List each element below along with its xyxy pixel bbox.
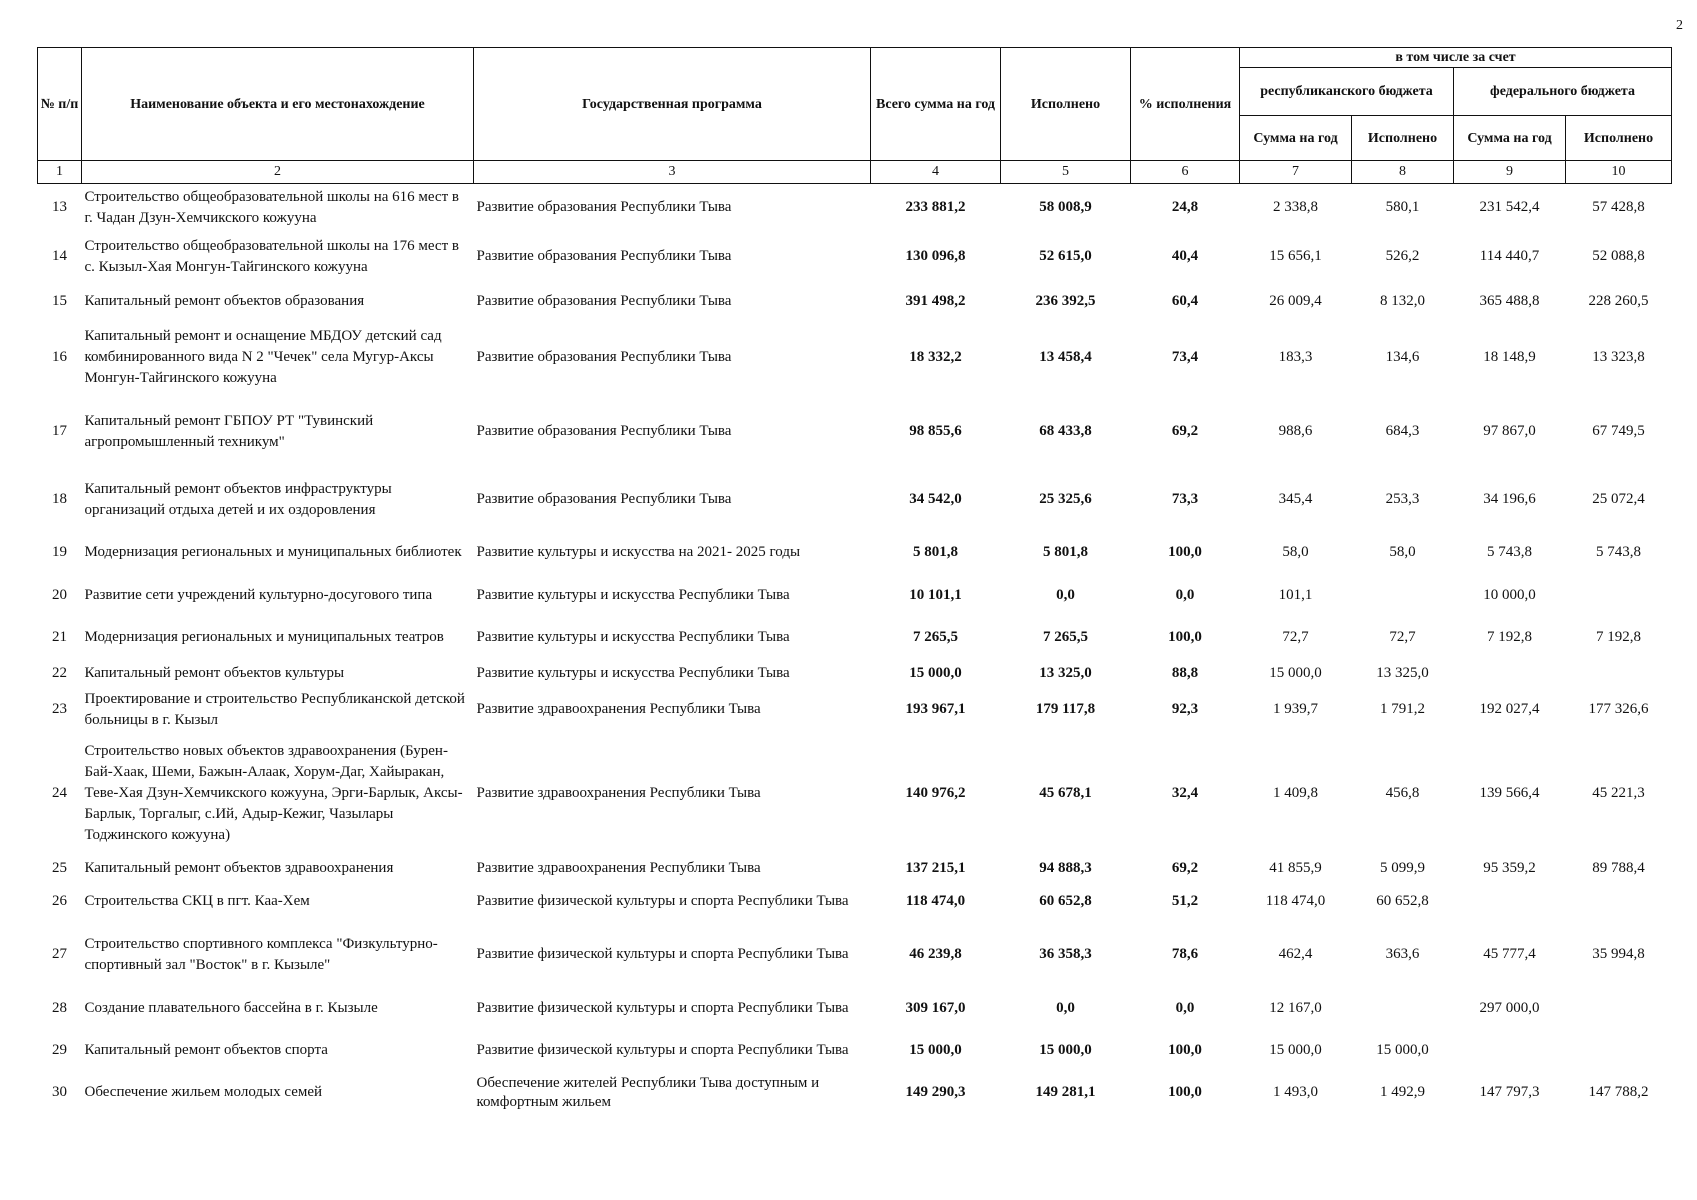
executed-sum: 94 888,3 [1039,860,1092,876]
republic-executed: 253,3 [1385,491,1420,507]
state-program: Развитие культуры и искусства Республики Тыва [476,587,790,603]
federal-executed: 25 072,4 [1592,491,1645,507]
table-row [38,882,1672,922]
header-done: Исполнено [1001,48,1131,161]
header-no: № п/п [38,48,82,161]
federal-executed: 228 260,5 [1588,293,1649,309]
object-name: Капитальный ремонт и оснащение МБДОУ детский сад комбинированного вида N 2 "Чечек" села Мугур-Аксы Монгун-Тайгинского кожууна [84,328,442,386]
federal-sum: 10 000,0 [1483,587,1536,603]
republic-sum: 72,7 [1282,629,1309,645]
total-sum: 46 239,8 [909,946,962,962]
republic-executed [1352,988,1454,1030]
federal-sum [1454,1030,1566,1072]
state-program: Развитие культуры и искусства Республики Тыва [476,665,790,681]
federal-sum [1454,660,1566,688]
state-program: Развитие образования Республики Тыва [476,248,732,264]
executed-sum: 7 265,5 [1043,629,1088,645]
execution-percent: 60,4 [1171,293,1199,309]
column-number: 3 [474,161,871,184]
federal-sum: 147 797,3 [1479,1084,1540,1100]
total-sum: 15 000,0 [909,665,962,681]
row-number: 29 [52,1042,67,1058]
total-sum: 309 167,0 [905,1000,966,1016]
table-body [38,184,1672,1114]
total-sum: 10 101,1 [909,587,962,603]
execution-percent: 100,0 [1168,544,1202,560]
row-number: 17 [52,423,67,439]
executed-sum: 36 358,3 [1039,946,1092,962]
row-number: 20 [52,587,67,603]
column-number: 4 [871,161,1001,184]
federal-executed: 13 323,8 [1592,349,1645,365]
republic-sum: 118 474,0 [1265,893,1326,909]
header-republic-executed: Исполнено [1352,116,1454,161]
republic-sum: 15 000,0 [1269,1042,1322,1058]
executed-sum: 13 458,4 [1039,349,1092,365]
federal-sum: 114 440,7 [1479,248,1540,264]
state-program: Развитие образования Республики Тыва [476,293,732,309]
execution-percent: 100,0 [1168,1042,1202,1058]
republic-executed: 5 099,9 [1380,860,1425,876]
executed-sum: 68 433,8 [1039,423,1092,439]
header-including: в том числе за счет [1240,48,1672,68]
executed-sum: 179 117,8 [1035,701,1096,717]
table-row [38,232,1672,282]
object-name: Обеспечение жильем молодых семей [84,1084,323,1100]
row-number: 30 [52,1084,67,1100]
executed-sum: 60 652,8 [1039,893,1092,909]
column-number: 6 [1131,161,1240,184]
execution-percent: 78,6 [1171,946,1199,962]
state-program: Развитие физической культуры и спорта Республики Тыва [476,1042,849,1058]
republic-sum: 12 167,0 [1269,1000,1322,1016]
federal-sum: 297 000,0 [1479,1000,1540,1016]
row-number: 28 [52,1000,67,1016]
table-row [38,394,1672,470]
column-number: 1 [38,161,82,184]
column-number-row [38,161,1672,184]
total-sum: 18 332,2 [909,349,962,365]
table-row [38,1072,1672,1114]
row-number: 14 [52,248,67,264]
federal-executed [1566,576,1672,616]
federal-sum: 365 488,8 [1479,293,1540,309]
republic-sum: 101,1 [1278,587,1313,603]
state-program: Развитие здравоохранения Республики Тыва [476,860,761,876]
object-name: Модернизация региональных и муниципальных библиотек [84,544,462,560]
executed-sum: 5 801,8 [1043,544,1088,560]
federal-executed: 67 749,5 [1592,423,1645,439]
row-number: 21 [52,629,67,645]
republic-executed: 60 652,8 [1376,893,1429,909]
republic-executed [1352,576,1454,616]
execution-percent: 73,3 [1171,491,1199,507]
total-sum: 130 096,8 [905,248,966,264]
header-federal-sum: Сумма на год [1454,116,1566,161]
republic-sum: 1 493,0 [1273,1084,1318,1100]
republic-sum: 462,4 [1278,946,1313,962]
object-name: Капитальный ремонт ГБПОУ РТ "Тувинский агропромышленный техникум" [84,412,374,450]
row-number: 23 [52,701,67,717]
state-program: Развитие физической культуры и спорта Республики Тыва [476,1000,849,1016]
federal-sum: 231 542,4 [1479,199,1540,216]
table-row [38,576,1672,616]
execution-percent: 0,0 [1175,587,1195,603]
execution-percent: 69,2 [1171,860,1199,876]
federal-executed [1566,988,1672,1030]
total-sum: 149 290,3 [905,1084,966,1100]
execution-percent: 24,8 [1171,199,1199,216]
execution-percent: 32,4 [1171,785,1199,801]
budget-table [37,47,1672,1114]
state-program: Развитие образования Республики Тыва [476,491,732,507]
republic-sum: 1 409,8 [1273,785,1318,801]
republic-executed: 1 791,2 [1380,701,1425,717]
total-sum: 193 967,1 [905,701,966,717]
republic-sum: 345,4 [1278,491,1313,507]
table-row [38,856,1672,882]
executed-sum: 13 325,0 [1039,665,1092,681]
federal-executed: 45 221,3 [1592,785,1645,801]
executed-sum: 15 000,0 [1039,1042,1092,1058]
column-number: 10 [1566,161,1672,184]
republic-executed: 580,1 [1385,199,1420,216]
column-number: 9 [1454,161,1566,184]
state-program: Развитие образования Республики Тыва [476,199,732,216]
federal-sum [1454,882,1566,922]
row-number: 19 [52,544,67,560]
state-program: Обеспечение жителей Республики Тыва доступным и комфортным жильем [476,1074,820,1110]
republic-executed: 58,0 [1389,544,1416,560]
state-program: Развитие культуры и искусства Республики Тыва [476,629,790,645]
federal-executed [1566,882,1672,922]
table-row [38,184,1672,232]
object-name: Проектирование и строительство Республиканской детской больницы в г. Кызыл [84,690,465,728]
table-row [38,322,1672,394]
executed-sum: 58 008,9 [1039,199,1092,216]
table-row [38,282,1672,322]
federal-executed: 5 743,8 [1596,544,1641,560]
executed-sum: 149 281,1 [1035,1084,1096,1100]
federal-executed: 35 994,8 [1592,946,1645,962]
page-number: 2 [1676,18,1683,33]
column-number: 7 [1240,161,1352,184]
republic-sum: 1 939,7 [1273,701,1318,717]
row-number: 22 [52,665,67,681]
total-sum: 15 000,0 [909,1042,962,1058]
total-sum: 391 498,2 [905,293,966,309]
federal-sum: 192 027,4 [1479,701,1540,717]
republic-sum: 58,0 [1282,544,1309,560]
federal-sum: 45 777,4 [1483,946,1536,962]
republic-executed: 8 132,0 [1380,293,1425,309]
total-sum: 7 265,5 [913,629,958,645]
object-name: Строительство общеобразовательной школы на 176 мест в с. Кызыл-Хая Монгун-Тайгинского кожууна [84,237,459,275]
table-row [38,470,1672,530]
column-number: 2 [82,161,474,184]
republic-executed: 456,8 [1385,785,1420,801]
total-sum: 233 881,2 [905,199,966,216]
state-program: Развитие физической культуры и спорта Республики Тыва [476,893,849,909]
total-sum: 140 976,2 [905,785,966,801]
federal-executed: 89 788,4 [1592,860,1645,876]
execution-percent: 51,2 [1171,893,1199,909]
row-number: 16 [52,349,67,365]
object-name: Строительство новых объектов здравоохранения (Бурен-Бай-Хаак, Шеми, Бажын-Алаак, Хорум-Даг, Хайыракан, Теве-Хая Дзун-Хемчикского кожууна, Эрги-Барлык, Аксы-Барлык, Торгалыг, с.Ий, Адыр-Кежиг, Чазылары Тоджинского кожууна) [84,743,463,843]
total-sum: 34 542,0 [909,491,962,507]
executed-sum: 0,0 [1056,1000,1075,1016]
execution-percent: 88,8 [1171,665,1199,681]
table-row [38,922,1672,988]
table-row [38,530,1672,576]
table-row [38,1030,1672,1072]
federal-executed: 7 192,8 [1596,629,1641,645]
object-name: Развитие сети учреждений культурно-досугового типа [84,587,433,603]
object-name: Капитальный ремонт объектов инфраструктуры организаций отдыха детей и их оздоровления [84,480,392,518]
state-program: Развитие здравоохранения Республики Тыва [476,701,761,717]
state-program: Развитие образования Республики Тыва [476,349,732,365]
total-sum: 118 474,0 [905,893,966,909]
object-name: Модернизация региональных и муниципальных театров [84,629,444,645]
federal-sum: 18 148,9 [1483,349,1536,365]
row-number: 15 [52,293,67,309]
republic-executed: 134,6 [1385,349,1420,365]
table-row [38,616,1672,660]
header-name: Наименование объекта и его местонахождение [82,48,474,161]
execution-percent: 92,3 [1171,701,1199,717]
federal-sum: 139 566,4 [1479,785,1540,801]
republic-executed: 72,7 [1389,629,1416,645]
republic-sum: 15 000,0 [1269,665,1322,681]
federal-executed: 52 088,8 [1592,248,1645,264]
header-federal-executed: Исполнено [1566,116,1672,161]
state-program: Развитие образования Республики Тыва [476,423,732,439]
table-row [38,688,1672,732]
republic-sum: 988,6 [1278,423,1313,439]
federal-sum: 97 867,0 [1483,423,1536,439]
table-row [38,988,1672,1030]
table-row [38,732,1672,856]
state-program: Развитие физической культуры и спорта Республики Тыва [476,946,849,962]
object-name: Строительство общеобразовательной школы на 616 мест в г. Чадан Дзун-Хемчикского кожууна [84,188,459,226]
state-program: Развитие здравоохранения Республики Тыва [476,785,761,801]
object-name: Строительство спортивного комплекса "Физкультурно-спортивный зал "Восток" в г. Кызыле" [84,935,438,973]
federal-executed: 177 326,6 [1588,701,1649,717]
republic-executed: 526,2 [1385,248,1420,264]
object-name: Строительства СКЦ в пгт. Каа-Хем [84,893,310,909]
federal-sum: 95 359,2 [1483,860,1536,876]
republic-executed: 1 492,9 [1380,1084,1425,1100]
row-number: 13 [52,199,67,216]
republic-sum: 15 656,1 [1269,248,1322,264]
row-number: 26 [52,893,67,909]
execution-percent: 100,0 [1168,629,1202,645]
executed-sum: 0,0 [1056,587,1075,603]
object-name: Капитальный ремонт объектов образования [84,293,365,309]
object-name: Капитальный ремонт объектов спорта [84,1042,328,1058]
row-number: 24 [52,785,67,801]
federal-sum: 7 192,8 [1487,629,1532,645]
execution-percent: 0,0 [1175,1000,1195,1016]
republic-sum: 183,3 [1278,349,1313,365]
header-republic-sum: Сумма на год [1240,116,1352,161]
execution-percent: 40,4 [1171,248,1199,264]
executed-sum: 25 325,6 [1039,491,1092,507]
row-number: 27 [52,946,67,962]
republic-executed: 15 000,0 [1376,1042,1429,1058]
execution-percent: 73,4 [1171,349,1199,365]
execution-percent: 100,0 [1168,1084,1202,1100]
column-number: 8 [1352,161,1454,184]
republic-executed: 13 325,0 [1376,665,1429,681]
federal-sum: 5 743,8 [1487,544,1532,560]
total-sum: 137 215,1 [905,860,966,876]
object-name: Создание плавательного бассейна в г. Кызыле [84,1000,378,1016]
header-percent: % исполнения [1131,48,1240,161]
execution-percent: 69,2 [1171,423,1199,439]
executed-sum: 236 392,5 [1035,293,1096,309]
header-republic: республиканского бюджета [1240,68,1454,116]
federal-executed [1566,660,1672,688]
federal-executed [1566,1030,1672,1072]
header-program: Государственная программа [474,48,871,161]
federal-executed: 147 788,2 [1588,1084,1649,1100]
executed-sum: 45 678,1 [1039,785,1092,801]
column-number: 5 [1001,161,1131,184]
republic-executed: 684,3 [1385,423,1420,439]
federal-executed: 57 428,8 [1592,199,1645,216]
header-total: Всего сумма на год [871,48,1001,161]
row-number: 18 [52,491,67,507]
republic-executed: 363,6 [1385,946,1420,962]
row-number: 25 [52,860,67,876]
state-program: Развитие культуры и искусства на 2021- 2025 годы [476,544,801,560]
object-name: Капитальный ремонт объектов культуры [84,665,345,681]
republic-sum: 26 009,4 [1269,293,1322,309]
republic-sum: 2 338,8 [1273,199,1318,216]
total-sum: 5 801,8 [913,544,958,560]
executed-sum: 52 615,0 [1039,248,1092,264]
header-federal: федерального бюджета [1454,68,1672,116]
object-name: Капитальный ремонт объектов здравоохранения [84,860,394,876]
total-sum: 98 855,6 [909,423,962,439]
federal-sum: 34 196,6 [1483,491,1536,507]
republic-sum: 41 855,9 [1269,860,1322,876]
table-row [38,660,1672,688]
